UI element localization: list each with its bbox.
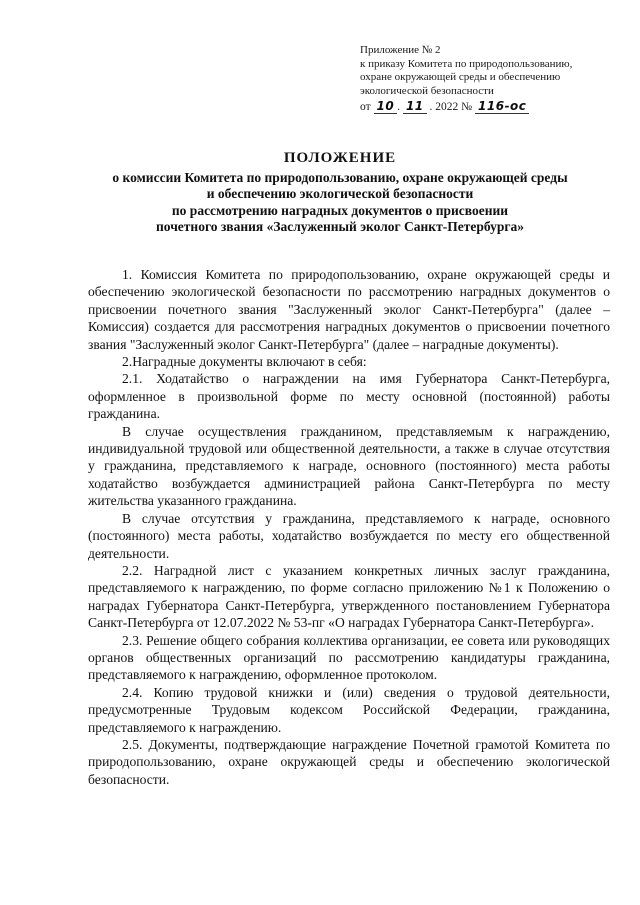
paragraph-2-1-b: В случае отсутствия у гражданина, представляемого к награде, основного (постоянного) места работы, ходатайство возбуждается по месту его общественной деятельности. xyxy=(88,510,610,561)
date-prefix: от xyxy=(360,101,371,113)
title-line-2: и обеспечению экологической безопасности xyxy=(206,186,474,201)
annex-order-ref-3: экологической безопасности xyxy=(360,84,494,97)
annex-title: Приложение № 2 xyxy=(360,44,441,56)
paragraph-2-3: 2.3. Решение общего собрания коллектива организации, ее совета или руководящих органов общественных организаций по рассмотрению кандидатуры гражданина, представляемого к награждению, оформленное протоколом. xyxy=(88,632,610,683)
paragraph-2: 2.Наградные документы включают в себя: xyxy=(122,354,367,370)
paragraph-2-1-a: В случае осуществления гражданином, представляемым к награждению, индивидуальной трудовой или общественной деятельности, а также в случае отсутствия у гражданина, представляемого к награде, основного (постоянного) места работы ходатайство возбуждается администрацией района Санкт-Петербурга по месту жительства указанного гражданина. xyxy=(88,423,610,509)
paragraph-2-5: 2.5. Документы, подтверждающие награждение Почетной грамотой Комитета по природопользованию, охране окружающей среды и обеспечению экологической безопасности. xyxy=(88,736,610,787)
paragraph-2-1: 2.1. Ходатайство о награждении на имя Губернатора Санкт-Петербурга, оформленное в произвольной форме по месту основной (постоянной) работы гражданина. xyxy=(88,371,610,422)
title-line-1: о комиссии Комитета по природопользованию, охране окружающей среды xyxy=(112,169,568,185)
title-line-4: почетного звания «Заслуженный эколог Санкт-Петербурга» xyxy=(156,219,524,234)
handwritten-day: 10 xyxy=(374,99,398,114)
year-and-number-label: . 2022 № xyxy=(429,101,473,113)
annex-header xyxy=(360,44,620,115)
document-title xyxy=(60,150,620,236)
handwritten-month: 11 xyxy=(403,99,427,114)
title-main: ПОЛОЖЕНИЕ xyxy=(283,150,397,166)
paragraph-1: 1. Комиссия Комитета по природопользованию, охране окружающей среды и обеспечению экологической безопасности по рассмотрению наградных документов о присвоении почетного звания "Заслуженный эколог Санкт-Петербурга" (далее – Комиссия) создается для рассмотрения наградных документов о присвоении почетного звания "Заслуженный эколог Санкт-Петербурга" (далее – наградные документы). xyxy=(88,267,610,352)
annex-date-line: от 10 . 11 . 2022 № 116-ос xyxy=(360,100,620,115)
paragraph-2-2: 2.2. Наградной лист с указанием конкретных личных заслуг гражданина, представляемого к награждению, по форме согласно приложению №1 к Положению о наградах Губернатора Санкт-Петербурга, утвержденного постановлением Губернатора Санкт-Петербурга от 12.07.2022 № 53-пг «О наградах Губернатора Санкт-Петербурга». xyxy=(88,562,610,631)
title-line-3: по рассмотрению наградных документов о присвоении xyxy=(171,202,509,218)
handwritten-order-number: 116-ос xyxy=(475,99,529,114)
paragraph-2-4: 2.4. Копию трудовой книжки и (или) сведения о трудовой деятельности, предусмотренные Трудовым кодексом Российской Федерации, гражданина, представляемого к награждению. xyxy=(88,684,610,735)
annex-order-ref: к приказу Комитета по природопользованию, xyxy=(360,57,573,70)
annex-order-ref-2: охране окружающей среды и обеспечению xyxy=(360,71,561,83)
document-body xyxy=(88,266,610,788)
